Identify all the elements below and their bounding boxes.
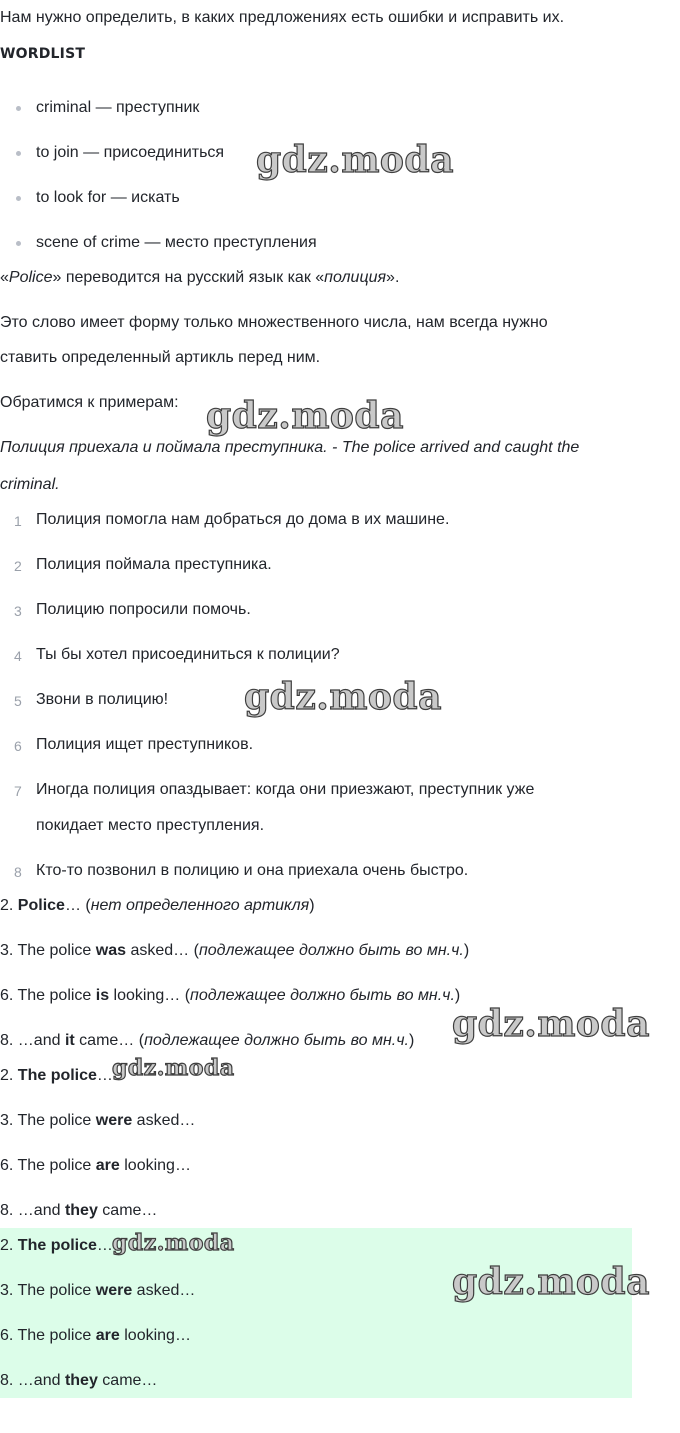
bullet-icon bbox=[16, 196, 21, 201]
correction-line: 3. The police were asked… bbox=[0, 1112, 196, 1129]
watermark-logo: gdz.moda bbox=[452, 1261, 650, 1303]
examples-intro: Обратимся к примерам: bbox=[0, 394, 179, 411]
watermark-logo: gdz.moda bbox=[206, 395, 404, 437]
watermark-logo: gdz.moda bbox=[112, 1055, 235, 1081]
bullet-icon bbox=[16, 106, 21, 111]
example-sentence-line-2: criminal. bbox=[0, 476, 60, 493]
answer-line: 2. The police… bbox=[0, 1237, 113, 1254]
bullet-icon bbox=[16, 151, 21, 156]
example-sentence-line-1: Полиция приехала и поймала преступника. - The police arrived and caught the bbox=[0, 439, 580, 456]
bullet-icon bbox=[16, 241, 21, 246]
explanation-line-2: ставить определенный артикль перед ним. bbox=[0, 349, 321, 366]
error-line: 8. …and it came… (подлежащее должно быть во мн.ч.) bbox=[0, 1032, 415, 1049]
watermark-logo: gdz.moda bbox=[256, 139, 454, 181]
answer-line: 3. The police were asked… bbox=[0, 1282, 196, 1299]
wordlist-heading: WORDLIST bbox=[0, 46, 86, 62]
police-translation-note: «Police» переводится на русский язык как «полиция». bbox=[0, 269, 400, 286]
correction-line: 8. …and they came… bbox=[0, 1202, 158, 1219]
intro-text: Нам нужно определить, в каких предложениях есть ошибки и исправить их. bbox=[0, 9, 565, 26]
watermark-logo: gdz.moda bbox=[244, 676, 442, 718]
error-line: 6. The police is looking… (подлежащее должно быть во мн.ч.) bbox=[0, 987, 461, 1004]
answer-line: 6. The police are looking… bbox=[0, 1327, 191, 1344]
explanation-line-1: Это слово имеет форму только множественного числа, нам всегда нужно bbox=[0, 314, 548, 331]
error-line: 3. The police was asked… (подлежащее должно быть во мн.ч.) bbox=[0, 942, 470, 959]
watermark-logo: gdz.moda bbox=[452, 1003, 650, 1045]
correction-line: 6. The police are looking… bbox=[0, 1157, 191, 1174]
watermark-logo: gdz.moda bbox=[112, 1230, 235, 1256]
correction-line: 2. The police… bbox=[0, 1067, 113, 1084]
answer-line: 8. …and they came… bbox=[0, 1372, 158, 1389]
error-line: 2. Police… (нет определенного артикля) bbox=[0, 897, 315, 914]
